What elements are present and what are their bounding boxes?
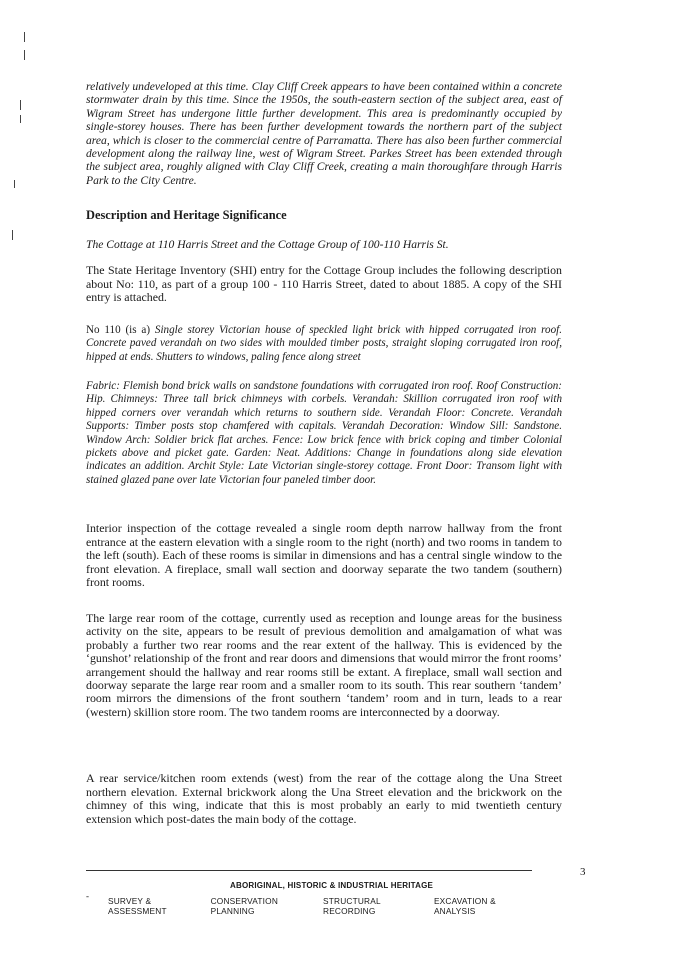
footer-service-item: STRUCTURAL RECORDING xyxy=(323,896,381,916)
footer-marker: - xyxy=(86,891,89,901)
footer-services xyxy=(108,896,538,916)
footer-service-item: CONSERVATION PLANNING xyxy=(210,896,279,916)
kitchen-paragraph: A rear service/kitchen room extends (west) from the rear of the cottage along the Una Street northern elevation. External brickwork along the Una Street elevation and the brickwork on the chimney of this wing, indicate that this is most probably an early to mid twentieth century extension which post-dates the main body of the cottage. xyxy=(86,771,562,826)
section-subheading: The Cottage at 110 Harris Street and the Cottage Group of 100-110 Harris St. xyxy=(86,238,449,251)
footer-service-item: EXCAVATION & ANALYSIS xyxy=(433,896,496,916)
shi-paragraph: The State Heritage Inventory (SHI) entry for the Cottage Group includes the following description about No: 110, as part of a group 100 - 110 Harris Street, dated to about 1885. A copy of the SHI entry is attached. xyxy=(86,263,562,305)
scan-margin-mark xyxy=(20,100,21,110)
shi-fabric-paragraph: Fabric: Flemish bond brick walls on sandstone foundations with corrugated iron roof. Roof Construction: Hip. Chimneys: Three tall brick chimneys with corbels. Verandah: Skillion corrugated iron roof with hipped corners over verandah which returns to southern side. Verandah Floor: Concrete. Verandah Supports: Timber posts stop chamfered with capitals. Verandah Decoration: Window Sill: Sandstone. Window Arch: Soldier brick flat arches. Fence: Low brick fence with brick coping and timber Colonial pickets above and picket gate. Garden: Neat. Additions: Change in foundations along side elevation indicates an addition. Archit Style: Late Victorian single-storey cottage. Front Door: Transom light with stained glazed pane over late Victorian four paneled timber door. xyxy=(86,380,562,486)
quote-text: Single storey Victorian house of speckled light brick with hipped corrugated iron roof. Concrete paved verandah on two sides with moulded timber posts, straight sloping corrugated iron roof, hipped at ends. Shutters to windows, paling fence along street xyxy=(86,324,563,363)
footer-service-item: SURVEY & ASSESSMENT xyxy=(108,896,167,916)
interior-paragraph: Interior inspection of the cottage revealed a single room depth narrow hallway from the front entrance at the eastern elevation with a single room to the right (north) and two rooms in tandem to the left (south). Each of these rooms is similar in dimensions and has a central single window to the front elevation. A fireplace, small wall section and doorway separate the two tandem (southern) front rooms. xyxy=(86,521,562,590)
intro-paragraph: relatively undeveloped at this time. Clay Cliff Creek appears to have been contained within a concrete stormwater drain by this time. Since the 1950s, the south-eastern section of the subject area, east of Wigram Street has undergone little further development. This area is predominantly occupied by single-storey houses. There has been further development towards the northern part of the subject area, which is closer to the commercial centre of Parramatta. There has also been further commercial development along the railway line, west of Wigram Street. Parkes Street has been extended through the subject area, roughly aligned with Clay Cliff Creek, creating a main thoroughfare through Harris Park to the City Centre. xyxy=(86,80,562,187)
scan-margin-mark xyxy=(24,50,25,60)
section-heading: Description and Heritage Significance xyxy=(86,208,287,222)
scan-margin-mark xyxy=(20,115,21,123)
footer-heritage-line: ABORIGINAL, HISTORIC & INDUSTRIAL HERITAGE xyxy=(230,881,434,890)
footer-rule xyxy=(86,870,532,871)
shi-quote-description xyxy=(86,324,562,364)
scan-margin-mark xyxy=(24,32,25,42)
quote-prefix: No 110 (is a) xyxy=(86,324,151,336)
scan-margin-mark xyxy=(14,180,15,188)
scan-margin-mark xyxy=(12,230,13,240)
page-number: 3 xyxy=(580,866,586,878)
rear-room-paragraph: The large rear room of the cottage, currently used as reception and lounge areas for the business activity on the site, appears to be result of previous demolition and amalgamation of what was probably a further two rear rooms and the rear extent of the hallway. This is evidenced by the ‘gunshot’ relationship of the front and rear doors and dimensions that would mirror the front rooms’ arrangement should the hallway and rear rooms still be extant. A fireplace, small wall section and doorway separate the large rear room and a smaller room to its south. This rear southern ‘tandem’ room mirrors the dimensions of the front southern ‘tandem’ room and in turn, leads to a rear (western) skillion store room. The two tandem rooms are interconnected by a doorway. xyxy=(86,611,562,719)
